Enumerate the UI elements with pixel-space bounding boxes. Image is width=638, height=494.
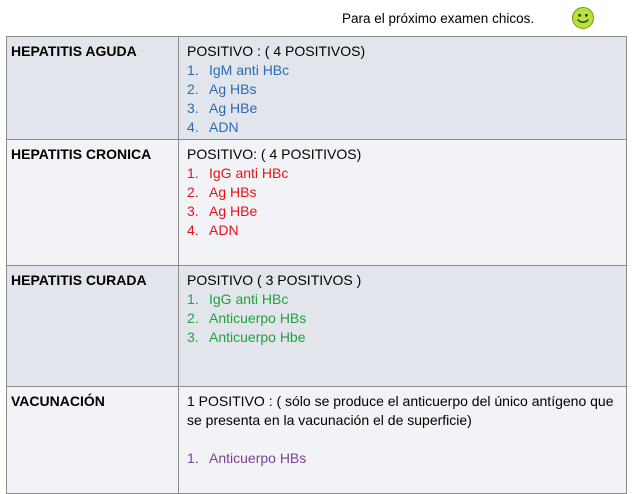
list-item: 2. Anticuerpo HBs [187,310,307,326]
list-item: 1. Anticuerpo HBs [187,450,307,466]
row-heading: 1 POSITIVO : ( sólo se produce el anticuerpo del único antígeno que se presenta en la vacunación el de superficie) [187,393,614,428]
smiley-face-icon [571,6,595,30]
exam-note: Para el próximo examen chicos. [342,11,535,26]
list-item: 3. Ag HBe [187,100,258,116]
row-heading: POSITIVO ( 3 POSITIVOS ) [187,272,362,288]
list-item: 3. Ag HBe [187,203,258,219]
row-content [179,37,627,140]
marker-list [187,164,622,240]
row-heading: POSITIVO : ( 4 POSITIVOS) [187,43,366,59]
table-row [7,37,627,140]
marker-list [187,61,622,137]
list-item: 4. ADN [187,119,239,135]
list-item: 4. ADN [187,222,239,238]
list-item: 1. IgG anti HBc [187,291,289,307]
hepatitis-table [6,36,627,494]
marker-list [187,290,622,347]
list-item: 3. Anticuerpo Hbe [187,329,306,345]
row-heading: POSITIVO: ( 4 POSITIVOS) [187,146,362,162]
list-item: 1. IgM anti HBc [187,62,290,78]
table-row [7,266,627,387]
row-label: VACUNACIÓN [7,387,179,494]
row-label: HEPATITIS AGUDA [7,37,179,140]
table-row [7,387,627,494]
list-item: 1. IgG anti HBc [187,165,289,181]
row-label: HEPATITIS CRONICA [7,140,179,266]
table-row [7,140,627,266]
list-item: 2. Ag HBs [187,184,257,200]
row-content [179,140,627,266]
row-content [179,266,627,387]
row-label: HEPATITIS CURADA [7,266,179,387]
row-content [179,387,627,494]
list-item: 2. Ag HBs [187,81,257,97]
marker-list [187,449,622,468]
